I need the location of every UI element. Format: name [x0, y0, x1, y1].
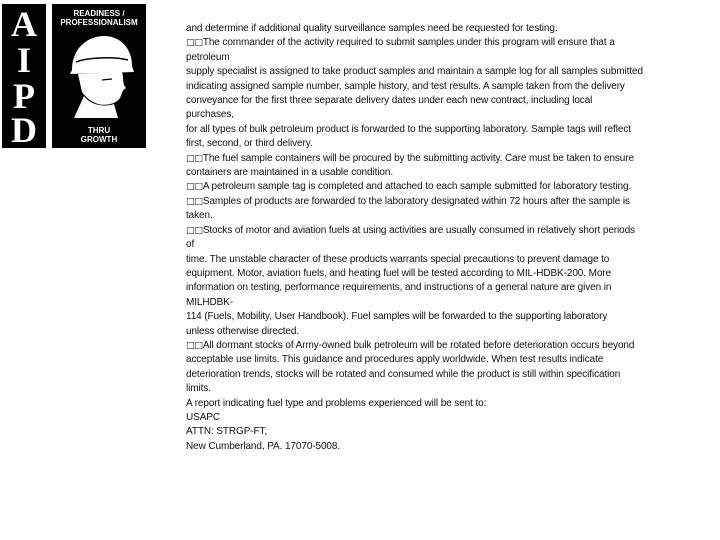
- text-line: and determine if additional quality surveillance samples need be requested for testing.: [186, 23, 558, 34]
- text-line: A report indicating fuel type and problems experienced will be sent to:: [186, 397, 487, 409]
- text-line: information on testing, performance requirements, and instructions of a general nature are given in: [186, 282, 612, 294]
- bullet-paragraph: [186, 180, 706, 194]
- bullet-paragraph: [186, 195, 706, 209]
- bullet-box-icon: □□: [186, 153, 203, 164]
- bullet-paragraph: [186, 339, 706, 353]
- text-line: The fuel sample containers will be procured by the submitting activity. Care must be taken to ensure: [202, 152, 634, 164]
- bullet-paragraph: [186, 152, 706, 166]
- text-line: of: [186, 239, 195, 251]
- text-line: taken.: [186, 210, 213, 222]
- text-line: limits.: [186, 383, 211, 395]
- logo-motto-thru: THRU: [87, 126, 111, 135]
- text-line: unless otherwise directed.: [186, 325, 300, 337]
- aipd-logo: [0, 0, 148, 150]
- logo-letter-a: A: [11, 4, 37, 44]
- text-line: petroleum: [186, 51, 230, 63]
- document-body: [186, 22, 706, 454]
- text-line: The commander of the activity required to submit samples under this program will ensure that a: [202, 37, 615, 49]
- text-line: indicating assigned sample number, sample history, and test results. A sample taken from the delivery: [186, 80, 625, 92]
- address-line: New Cumberland, PA. 17070-5008.: [186, 440, 341, 452]
- address-line: USAPC: [186, 411, 220, 423]
- bullet-paragraph: [186, 224, 706, 238]
- text-line: All dormant stocks of Army-owned bulk petroleum will be rotated before deterioration occurs beyond: [202, 339, 635, 351]
- logo-letters: [2, 4, 46, 148]
- logo-letter-p: P: [13, 76, 35, 116]
- bullet-box-icon: □□: [186, 38, 203, 49]
- text-line: A petroleum sample tag is completed and attached to each sample submitted for laboratory testing.: [202, 181, 632, 193]
- logo-motto-top: [52, 9, 146, 27]
- text-line: Samples of products are forwarded to the laboratory designated within 72 hours after the sample is: [202, 195, 630, 207]
- address-line: ATTN: STRGP-FT,: [186, 426, 268, 438]
- logo-letter-i: I: [16, 40, 31, 80]
- bullet-paragraph: [186, 36, 706, 50]
- logo-motto-readiness: READINESS /: [73, 9, 125, 18]
- logo-motto-growth: GROWTH: [80, 135, 118, 144]
- bullet-box-icon: □□: [186, 182, 203, 193]
- text-line: 114 (Fuels, Mobility, User Handbook). Fuel samples will be forwarded to the supporting laboratory: [186, 311, 608, 323]
- text-line: containers are maintained in a usable condition.: [186, 167, 394, 179]
- text-line: time. The unstable character of these products warrants special precautions to prevent damage to: [186, 253, 610, 265]
- logo-letter-d: D: [11, 110, 37, 150]
- logo-motto-bottom: [52, 126, 146, 144]
- logo-emblem-panel: [52, 4, 146, 148]
- text-line: acceptable use limits. This guidance and procedures apply worldwide. When test results indicate: [186, 354, 604, 366]
- text-line: purchases,: [186, 109, 234, 121]
- text-line: for all types of bulk petroleum product is forwarded to the supporting laboratory. Sample tags will reflect: [186, 123, 631, 135]
- text-line: deterioration trends, stocks will be rotated and consumed while the product is still within specification: [186, 368, 621, 380]
- text-line: equipment. Motor, aviation fuels, and heating fuel will be tested according to MIL-HDBK-200. More: [186, 267, 611, 279]
- bullet-box-icon: □□: [186, 196, 203, 207]
- text-line: MILHDBK-: [186, 296, 233, 308]
- text-line: supply specialist is assigned to take product samples and maintain a sample log for all samples submitted: [186, 66, 643, 78]
- soldier-helmet-icon: [62, 32, 136, 118]
- bullet-box-icon: □□: [186, 225, 203, 236]
- text-line: first, second, or third delivery.: [186, 138, 313, 150]
- logo-motto-professionalism: PROFESSIONALISM: [60, 18, 138, 27]
- text-line: Stocks of motor and aviation fuels at using activities are usually consumed in relatively short periods: [202, 224, 635, 236]
- bullet-box-icon: □□: [186, 340, 203, 351]
- text-line: conveyance for the first three separate delivery dates under each new contract, including local: [186, 95, 593, 107]
